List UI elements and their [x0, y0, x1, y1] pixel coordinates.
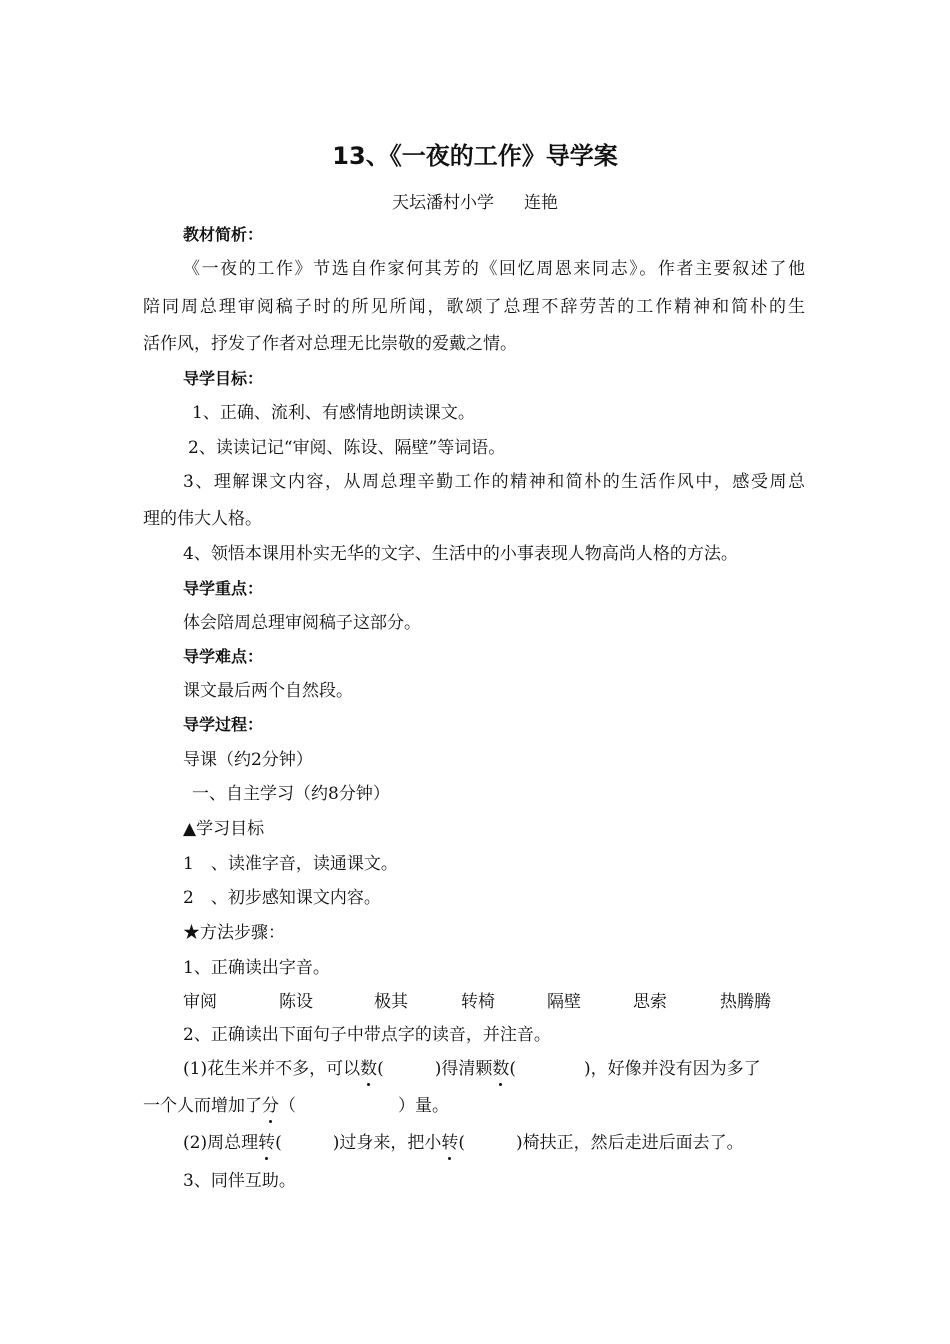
sentence-text: (2)周总理 [183, 1133, 259, 1153]
author-line [0, 188, 950, 213]
dotted-char: 数 [492, 1059, 510, 1079]
objective-item-2: 2 、初步感知课文内容。 [183, 888, 381, 908]
difficulty-heading: 导学难点： [183, 647, 264, 666]
vocab-word: 陈设 [279, 992, 313, 1012]
sentence-1-line-2 [143, 1095, 449, 1117]
vocab-word: 思索 [633, 992, 667, 1012]
process-heading: 导学过程： [183, 715, 264, 734]
step-2: 2、正确读出下面句子中带点字的读音，并注音。 [183, 1025, 551, 1045]
author-name: 连艳 [524, 193, 558, 213]
dotted-char: 分 [262, 1096, 279, 1116]
dotted-char: 转 [441, 1133, 459, 1153]
dotted-char: 数 [360, 1059, 378, 1079]
vocab-word: 热腾腾 [720, 992, 771, 1012]
process-intro: 导课（约2分钟） [183, 750, 313, 770]
school-name: 天坛潘村小学 [392, 193, 494, 213]
goal-item-3: 3、理解课文内容，从周总理辛勤工作的精神和简朴的生活作风中，感受周总 [183, 472, 805, 492]
step-1: 1、正确读出字音。 [183, 958, 330, 978]
sentence-text: ( )得清颗 [377, 1059, 493, 1079]
sentence-text: ( )椅扶正，然后走进后面去了。 [458, 1133, 744, 1153]
goals-heading: 导学目标： [183, 369, 264, 388]
difficulty-text: 课文最后两个自然段。 [183, 681, 353, 701]
sentence-text: ( )过身来，把小 [275, 1133, 442, 1153]
vocab-word: 隔壁 [547, 992, 581, 1012]
step-3: 3、同伴互助。 [183, 1171, 296, 1191]
section-self-study: 一、自主学习（约8分钟） [192, 784, 390, 804]
sentence-2 [183, 1132, 744, 1154]
method-heading: ★方法步骤： [183, 923, 285, 943]
vocab-word: 转椅 [461, 992, 495, 1012]
key-heading: 导学重点： [183, 579, 264, 598]
sentence-text: ( )，好像并没有因为多了 [509, 1059, 761, 1079]
goal-item-3-cont: 理的伟大人格。 [143, 509, 262, 529]
sentence-text: (1)花生米并不多，可以 [183, 1059, 361, 1079]
textbook-heading: 教材简析： [183, 225, 264, 244]
textbook-line-3: 活作风，抒发了作者对总理无比崇敬的爱戴之情。 [143, 334, 517, 354]
objective-heading: ▲学习目标 [183, 819, 265, 839]
sentence-text: 一个人而增加了 [143, 1096, 262, 1116]
sentence-1-line-1 [183, 1058, 761, 1080]
objective-item-1: 1 、读准字音，读通课文。 [183, 854, 398, 874]
goal-item-4: 4、领悟本课用朴实无华的文字、生活中的小事表现人物高尚人格的方法。 [183, 544, 738, 564]
key-text: 体会陪周总理审阅稿子这部分。 [183, 613, 421, 633]
vocab-word: 审阅 [183, 992, 217, 1012]
dotted-char: 转 [258, 1133, 276, 1153]
document-title: 13、《一夜的工作》导学案 [332, 142, 618, 170]
sentence-text: （ ）量。 [279, 1096, 449, 1116]
vocab-word: 极其 [374, 992, 408, 1012]
goal-item-1: 1、正确、流利、有感情地朗读课文。 [192, 403, 475, 423]
textbook-line-2: 陪同周总理审阅稿子时的所见所闻，歌颂了总理不辞劳苦的工作精神和简朴的生 [143, 297, 805, 317]
goal-item-2: 2、读读记记“审阅、陈设、隔壁”等词语。 [188, 438, 506, 458]
textbook-line-1: 《一夜的工作》节选自作家何其芳的《回忆周恩来同志》。作者主要叙述了他 [183, 259, 805, 279]
